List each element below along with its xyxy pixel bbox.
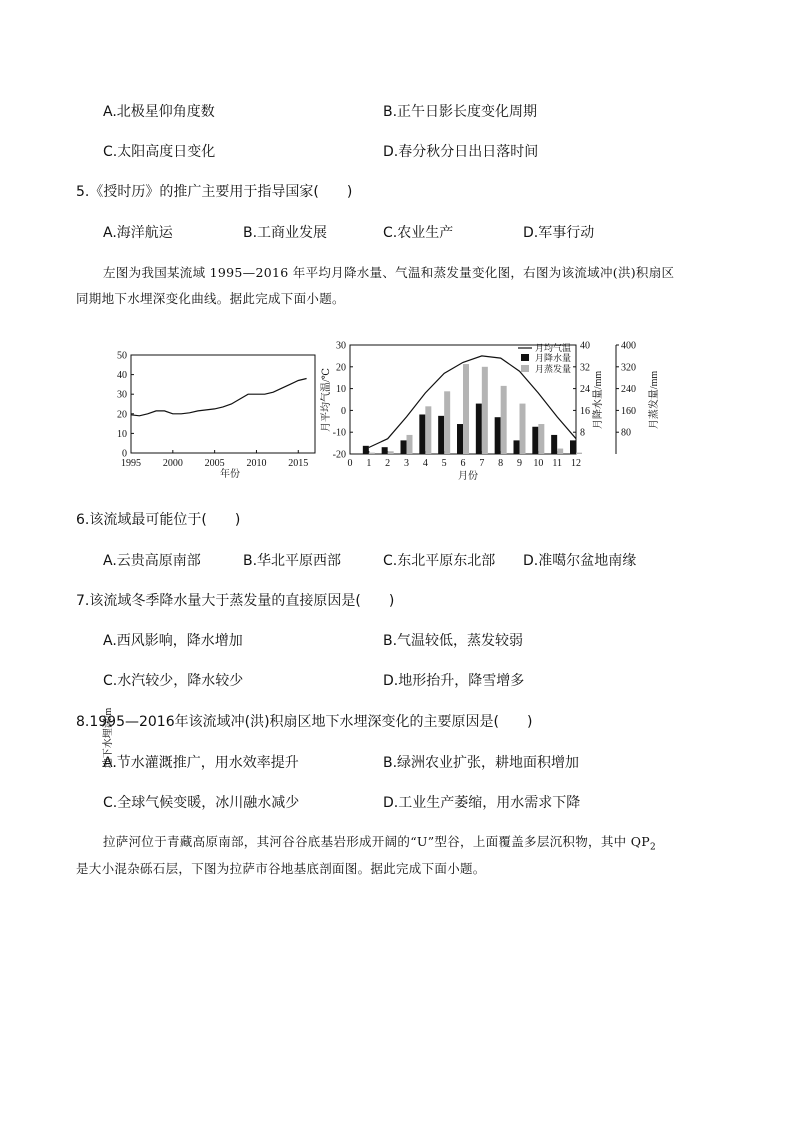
evaporation-bar <box>576 453 582 454</box>
evaporation-bar <box>557 449 563 454</box>
gw-series-line <box>131 379 307 416</box>
precipitation-bar <box>457 424 463 454</box>
evaporation-tick-label: 400 <box>621 340 636 352</box>
precipitation-bar <box>514 440 520 454</box>
gw-y-axis-label: 地下水埋深/m <box>103 707 114 769</box>
evaporation-tick-label: 160 <box>621 405 636 417</box>
q8-stem: 8.1995—2016年该流域冲(洪)积扇区地下水埋深变化的主要原因是( ) <box>76 714 533 730</box>
month-tick-label: 7 <box>479 458 485 469</box>
legend-temperature-label: 月均气温 <box>535 343 572 353</box>
evaporation-tick-label: 240 <box>621 384 636 396</box>
q6-option-d: D.准噶尔盆地南缘 <box>523 553 637 569</box>
q8-option-c: C.全球气候变暖，冰川融水减少 <box>103 795 300 811</box>
intro1-line2: 同期地下水埋深变化曲线。据此完成下面小题。 <box>76 291 345 306</box>
evaporation-bar <box>407 435 413 454</box>
q7-option-c: C.水汽较少，降水较少 <box>103 673 244 689</box>
q8-option-d: D.工业生产萎缩，用水需求下降 <box>383 795 581 811</box>
climate-chart <box>318 336 664 486</box>
temperature-tick-label: 20 <box>336 362 346 374</box>
month-tick-label: 3 <box>404 458 409 469</box>
intro2-subscript: 2 <box>649 842 656 853</box>
legend-precipitation-swatch <box>521 354 529 361</box>
intro2-line1-text: 拉萨河位于青藏高原南部，其河谷谷底基岩形成开阔的“U”型谷，上面覆盖多层沉积物，其中 QP <box>103 834 650 849</box>
gw-x-tick-label: 2015 <box>288 458 309 469</box>
q5-option-a: A.海洋航运 <box>103 225 173 241</box>
evaporation-bar <box>425 406 431 454</box>
q6-option-c: C.东北平原东北部 <box>383 553 496 569</box>
evaporation-bar <box>463 364 469 454</box>
q4-option-c: C.太阳高度日变化 <box>103 144 216 160</box>
q7-option-b: B.气温较低，蒸发较弱 <box>383 633 524 649</box>
month-tick-label: 10 <box>533 458 544 469</box>
evaporation-bar <box>369 453 375 454</box>
gw-y-tick-label: 50 <box>117 350 127 362</box>
precipitation-bar <box>419 414 425 454</box>
precipitation-tick-label: 16 <box>580 405 590 417</box>
precipitation-bar <box>532 427 538 454</box>
legend-evaporation-label: 月蒸发量 <box>535 364 572 374</box>
month-tick-label: 4 <box>422 458 428 469</box>
gw-y-tick-label: 30 <box>117 389 127 401</box>
evaporation-bar <box>388 451 394 454</box>
temperature-tick-label: -20 <box>332 449 346 461</box>
q5-option-c: C.农业生产 <box>383 225 454 241</box>
climate-x-axis-label: 月份 <box>458 471 478 482</box>
climate-bars <box>363 364 582 454</box>
gw-x-tick-label: 2010 <box>246 458 267 469</box>
precipitation-bar <box>363 446 369 454</box>
q4-option-b: B.正午日影长度变化周期 <box>383 104 538 120</box>
month-tick-label: 2 <box>385 458 391 469</box>
temperature-axis-label: 月平均气温/℃ <box>321 368 332 432</box>
q8-option-a: A.节水灌溉推广，用水效率提升 <box>103 755 299 771</box>
intro2-line1 <box>103 832 656 853</box>
temperature-tick-label: 10 <box>336 384 346 396</box>
precipitation-tick-label: 32 <box>580 362 590 374</box>
month-tick-label: 8 <box>498 458 504 469</box>
gw-x-tick-label: 2000 <box>162 458 183 469</box>
evaporation-tick-label: 80 <box>621 427 631 439</box>
precipitation-bar <box>401 440 407 454</box>
precipitation-bar <box>438 416 444 454</box>
gw-x-axis-label: 年份 <box>220 469 240 480</box>
evaporation-bar <box>444 391 450 454</box>
q7-option-d: D.地形抬升，降雪增多 <box>383 673 525 689</box>
q4-option-d: D.春分秋分日出日落时间 <box>383 144 539 160</box>
evaporation-bar <box>501 386 507 454</box>
gw-y-tick-label: 10 <box>117 428 127 440</box>
precipitation-bar <box>551 435 557 454</box>
precipitation-tick-label: 8 <box>580 427 585 439</box>
precipitation-bar <box>476 404 482 454</box>
q5-option-b: B.工商业发展 <box>243 225 328 241</box>
month-tick-label: 12 <box>571 458 581 469</box>
evaporation-tick-label: 320 <box>621 362 636 374</box>
precipitation-bar <box>382 447 388 454</box>
intro1-line1: 左图为我国某流域 1995—2016 年平均月降水量、气温和蒸发量变化图，右图为该流域冲(洪)积扇区 <box>103 265 675 280</box>
legend-evaporation-swatch <box>521 365 529 372</box>
q7-stem: 7.该流域冬季降水量大于蒸发量的直接原因是( ) <box>76 593 395 609</box>
gw-x-tick-label: 2005 <box>204 458 225 469</box>
gw-axes <box>131 355 315 453</box>
month-tick-label: 0 <box>347 458 353 469</box>
precipitation-tick-label: 40 <box>580 340 590 352</box>
q6-stem: 6.该流域最可能位于( ) <box>76 512 241 528</box>
temperature-tick-label: 30 <box>336 340 346 352</box>
gw-y-tick-label: 20 <box>117 409 127 421</box>
temperature-tick-label: 0 <box>341 405 346 417</box>
climate-legend <box>518 342 571 374</box>
month-tick-label: 6 <box>460 458 466 469</box>
q6-option-a: A.云贵高原南部 <box>103 553 201 569</box>
month-tick-label: 11 <box>552 458 562 469</box>
month-tick-label: 9 <box>517 458 522 469</box>
temperature-tick-label: -10 <box>332 427 346 439</box>
precipitation-axis-label: 月降水量/mm <box>593 370 604 430</box>
intro2-line2: 是大小混杂砾石层，下图为拉萨市谷地基底剖面图。据此完成下面小题。 <box>76 861 486 876</box>
q6-option-b: B.华北平原西部 <box>243 553 342 569</box>
q5-option-d: D.军事行动 <box>523 225 595 241</box>
evaporation-bar <box>538 424 544 454</box>
precipitation-bar <box>570 440 576 454</box>
q7-option-a: A.西风影响，降水增加 <box>103 633 243 649</box>
precipitation-tick-label: 24 <box>580 384 590 396</box>
evaporation-axis-label: 月蒸发量/mm <box>649 370 660 430</box>
evaporation-bar <box>482 367 488 454</box>
month-tick-label: 5 <box>441 458 447 469</box>
gw-y-tick-label: 40 <box>117 370 127 382</box>
gw-plot-frame <box>131 355 315 453</box>
legend-precipitation-label: 月降水量 <box>535 353 572 363</box>
evaporation-bar <box>520 404 526 454</box>
q5-stem: 5.《授时历》的推广主要用于指导国家( ) <box>76 184 353 200</box>
month-tick-label: 1 <box>366 458 372 469</box>
gw-y-tick-label: 0 <box>122 448 127 460</box>
precipitation-bar <box>495 417 501 454</box>
gw-x-tick-label: 1995 <box>121 458 141 469</box>
q8-option-b: B.绿洲农业扩张，耕地面积增加 <box>383 755 580 771</box>
q4-option-a: A.北极星仰角度数 <box>103 104 215 120</box>
